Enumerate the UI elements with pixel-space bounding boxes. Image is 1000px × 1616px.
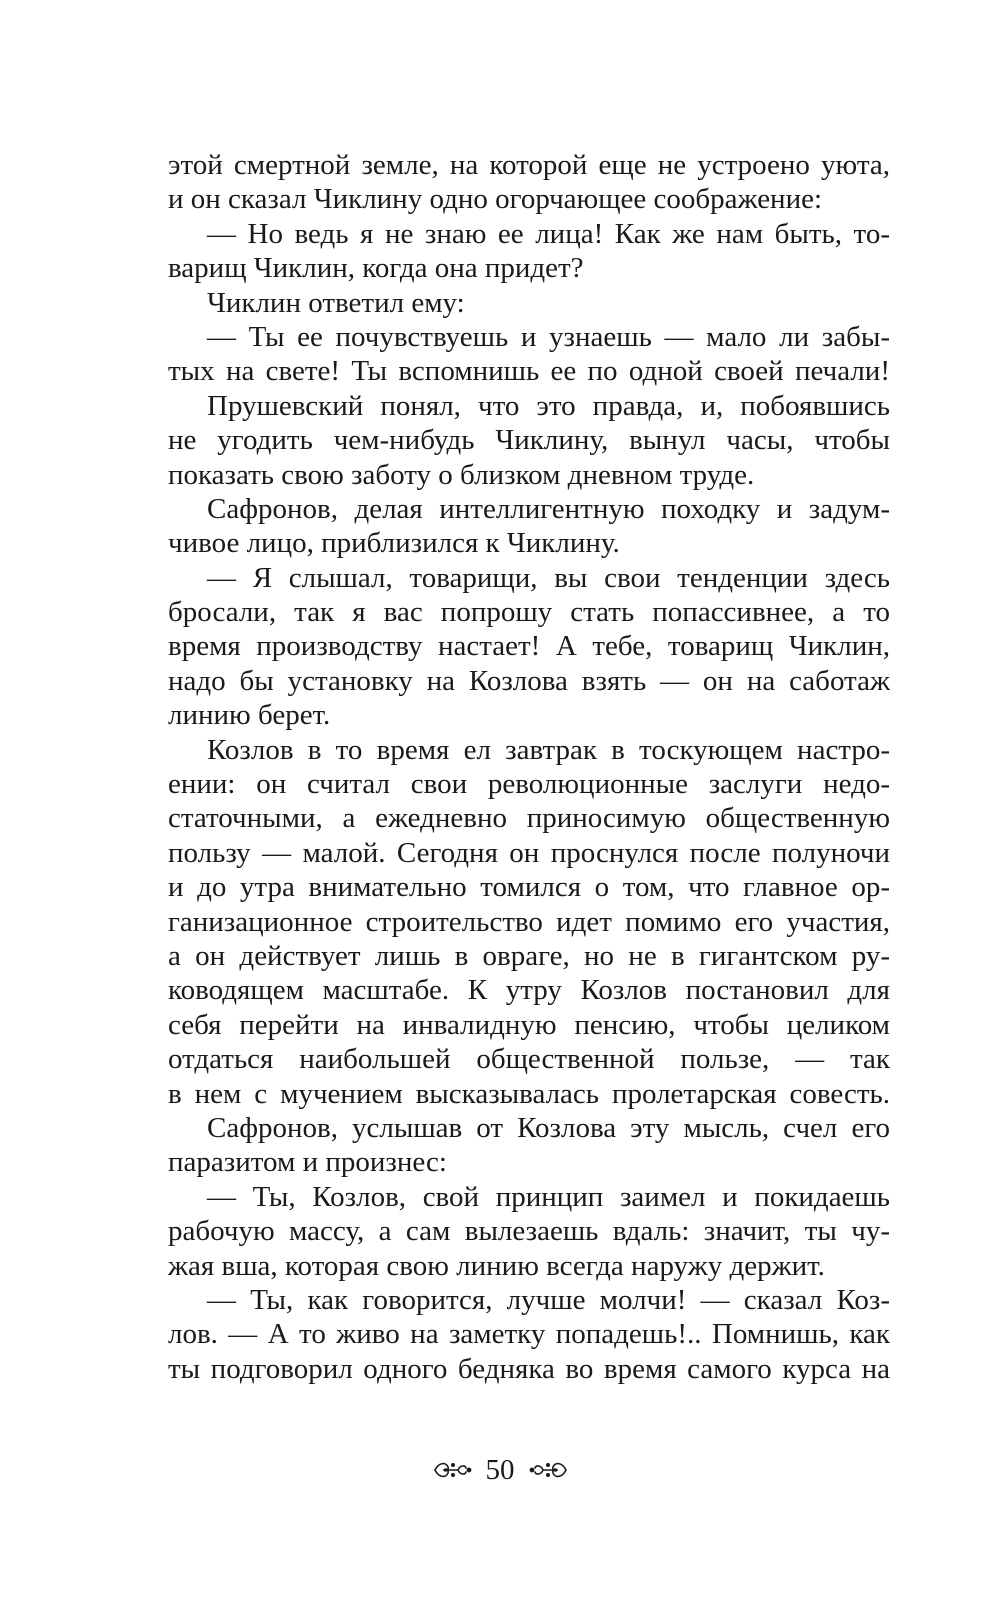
text-line: статочными, а ежедневно приносимую общественную (168, 802, 890, 835)
text-line: ководящем масштабе. К утру Козлов постановил для (168, 974, 890, 1007)
text-line: время производству настает! А тебе, товарищ Чиклин, (168, 630, 890, 663)
text-line: лов. — А то живо на заметку попадешь!.. Помнишь, как (168, 1318, 890, 1351)
text-line: пользу — малой. Сегодня он проснулся после полуночи (168, 836, 890, 869)
text-line: надо бы установку на Козлова взять — он на саботаж (168, 664, 890, 697)
text-line: а он действует лишь в овраге, но не в гигантском ру- (168, 939, 890, 972)
text-line: Чиклин ответил ему: (207, 286, 465, 319)
body-text (168, 148, 890, 1386)
text-line: ты подговорил одного бедняка во время самого курса на (168, 1352, 890, 1385)
text-line: Сафронов, делая интеллигентную походку и задум- (207, 492, 890, 525)
text-line: этой смертной земле, на которой еще не устроено уюта, (168, 149, 890, 181)
text-line: в нем с мучением высказывалась пролетарская совесть. (168, 1077, 890, 1110)
text-line: — Ты, как говорится, лучше молчи! — сказал Коз- (207, 1283, 890, 1316)
text-line: — Ты ее почувствуешь и узнаешь — мало ли забы- (207, 320, 890, 353)
text-line: рабочую массу, а сам вылезаешь вдаль: значит, ты чу- (168, 1215, 890, 1248)
text-line: Козлов в то время ел завтрак в тоскующем настро- (207, 733, 890, 766)
text-line: — Но ведь я не знаю ее лица! Как же нам быть, то- (207, 217, 890, 250)
text-line: — Ты, Козлов, свой принцип заимел и покидаешь (207, 1180, 890, 1213)
text-line: тых на свете! Ты вспомнишь ее по одной своей печали! (168, 355, 890, 388)
text-line: себя перейти на инвалидную пенсию, чтобы целиком (168, 1008, 890, 1041)
page-number: 50 (485, 1454, 515, 1486)
text-line: Прушевский понял, что это правда, и, побоявшись (207, 389, 890, 422)
text-line: не угодить чем-нибудь Чиклину, вынул часы, чтобы (168, 424, 890, 457)
text-line: Сафронов, услышав от Козлова эту мысль, счел его (207, 1111, 890, 1144)
ornament-left-icon (432, 1459, 472, 1481)
text-line: и до утра внимательно томился о том, что главное ор- (168, 871, 890, 904)
text-line: варищ Чиклин, когда она придет? (168, 252, 584, 285)
text-line: жая вша, которая свою линию всегда наружу держит. (168, 1249, 825, 1282)
page-footer (0, 1450, 1000, 1490)
text-line: чивое лицо, приблизился к Чиклину. (168, 527, 620, 560)
text-line: ганизационное строительство идет помимо его участия, (168, 905, 890, 938)
ornament-right-icon (529, 1459, 569, 1481)
text-line: показать свою заботу о близком дневном труде. (168, 458, 755, 491)
text-line: линию берет. (168, 699, 331, 732)
text-line: паразитом и произнес: (168, 1146, 447, 1179)
text-line: — Я слышал, товарищи, вы свои тенденции здесь (207, 561, 890, 594)
text-line: и он сказал Чиклину одно огорчающее соображение: (168, 183, 823, 216)
text-line: ении: он считал свои революционные заслуги недо- (168, 768, 890, 801)
text-line: бросали, так я вас попрошу стать попассивнее, а то (168, 596, 890, 629)
text-line: отдаться наибольшей общественной пользе, — так (168, 1043, 890, 1076)
